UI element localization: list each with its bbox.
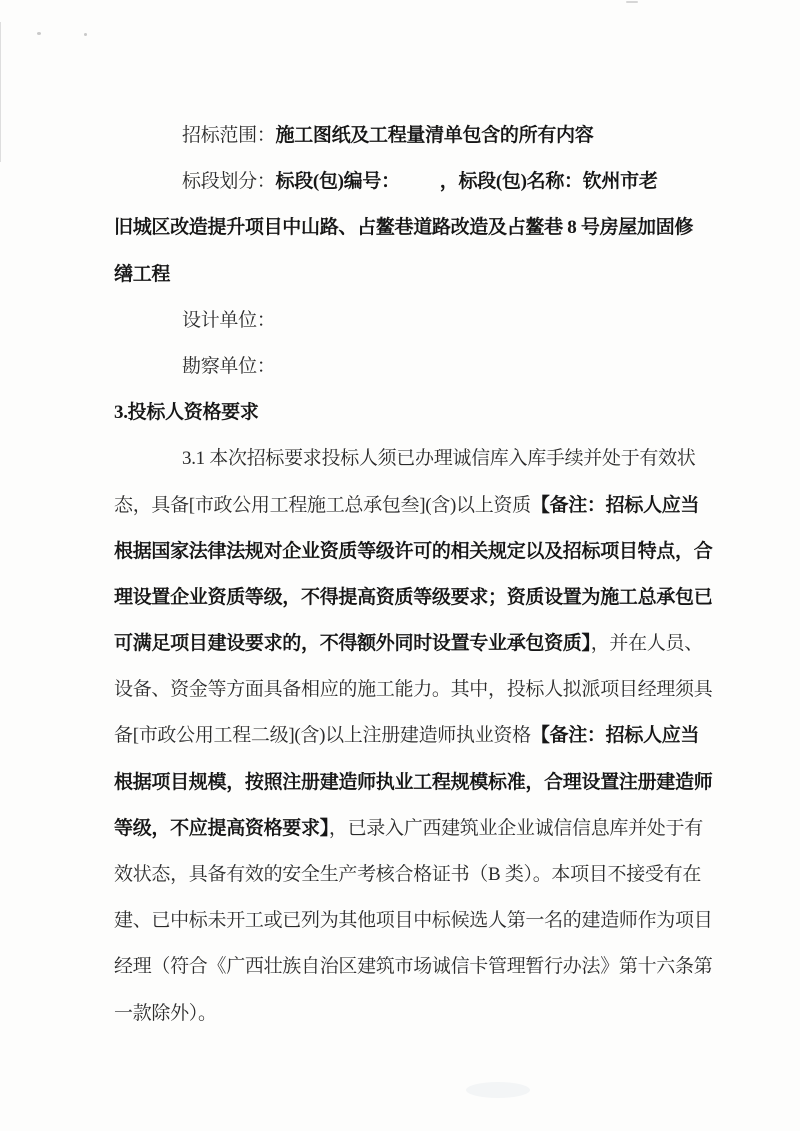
text-line [114, 436, 694, 482]
text-segment: 经理（符合《广西壮族自治区建筑市场诚信卡管理暂行办法》第十六条第 [114, 956, 713, 978]
text-line [114, 852, 702, 898]
text-line [114, 898, 713, 944]
text-segment: 3.1 本次招标要求投标人须已办理诚信库入库手续并处于有效状 [182, 448, 696, 470]
document-body [114, 113, 713, 1037]
text-line [114, 806, 703, 852]
text-segment: 备[市政公用工程二级](含)以上注册建造师执业资格 [114, 725, 531, 747]
text-line [114, 298, 694, 344]
text-segment: 招标范围： [182, 125, 276, 146]
text-line [114, 390, 694, 436]
text-segment: 缮工程 [114, 263, 171, 285]
text-segment: 根据项目规模，按照注册建造师执业工程规模标准，合理设置注册建造师 [114, 771, 713, 793]
scan-edge-line [0, 22, 1, 162]
text-line [114, 713, 700, 759]
text-line [114, 621, 703, 667]
text-segment: 【备注：招标人应当 [530, 494, 700, 516]
text-segment: 【备注：招标人应当 [530, 725, 700, 747]
text-segment: 根据国家法律法规对企业资质等级许可的相关规定以及招标项目特点，合 [114, 540, 713, 562]
text-line [114, 344, 694, 390]
scan-artifact-mark [626, 1, 638, 3]
scan-artifact-dot [84, 33, 87, 36]
text-line [114, 760, 713, 806]
text-segment: 等级，不应提高资格要求】 [114, 817, 329, 839]
text-segment: 标段划分： [182, 171, 276, 193]
text-line [114, 944, 713, 990]
text-segment: 旧城区改造提升项目中山路、占鳌巷道路改造及占鳌巷 8 号房屋加固修 [114, 217, 694, 239]
text-segment: ，标段(包)名称：钦州市老 [439, 171, 658, 193]
text-segment: ，已录入广西建筑业企业诚信信息库并处于有 [328, 817, 703, 839]
blank-package-number-field [400, 186, 440, 187]
text-segment: 一款除外）。 [114, 1002, 217, 1024]
text-segment: 施工图纸及工程量清单包含的所有内容 [275, 125, 594, 146]
text-segment: 设备、资金等方面具备相应的施工能力。其中，投标人拟派项目经理须具 [114, 679, 713, 701]
text-segment: 可满足项目建设要求的，不得额外同时设置专业承包资质】 [114, 633, 591, 655]
text-segment: 标段(包)编号： [275, 171, 400, 193]
text-segment: ，并在人员、 [590, 633, 703, 655]
text-segment: 理设置企业资质等级，不得提高资质等级要求；资质设置为施工总承包已 [114, 586, 713, 608]
text-line [114, 113, 694, 159]
text-line [114, 991, 694, 1037]
text-segment: 勘察单位： [182, 355, 276, 377]
text-line [114, 667, 713, 713]
scan-artifact-smudge [466, 1082, 530, 1098]
text-line [114, 575, 713, 621]
text-line [114, 159, 694, 205]
text-line [114, 252, 694, 298]
text-segment: 3.投标人资格要求 [114, 402, 259, 424]
text-line [114, 205, 694, 251]
text-segment: 效状态，具备有效的安全生产考核合格证书（B 类）。本项目不接受有在 [114, 864, 702, 885]
scan-artifact-dot [37, 32, 41, 35]
text-segment: 设计单位： [182, 309, 276, 331]
text-line [114, 529, 713, 575]
text-segment: 态，具备[市政公用工程施工总承包叁](含)以上资质 [114, 494, 531, 516]
text-line [114, 483, 700, 529]
text-segment: 建、已中标未开工或已列为其他项目中标候选人第一名的建造师作为项目 [114, 910, 713, 932]
